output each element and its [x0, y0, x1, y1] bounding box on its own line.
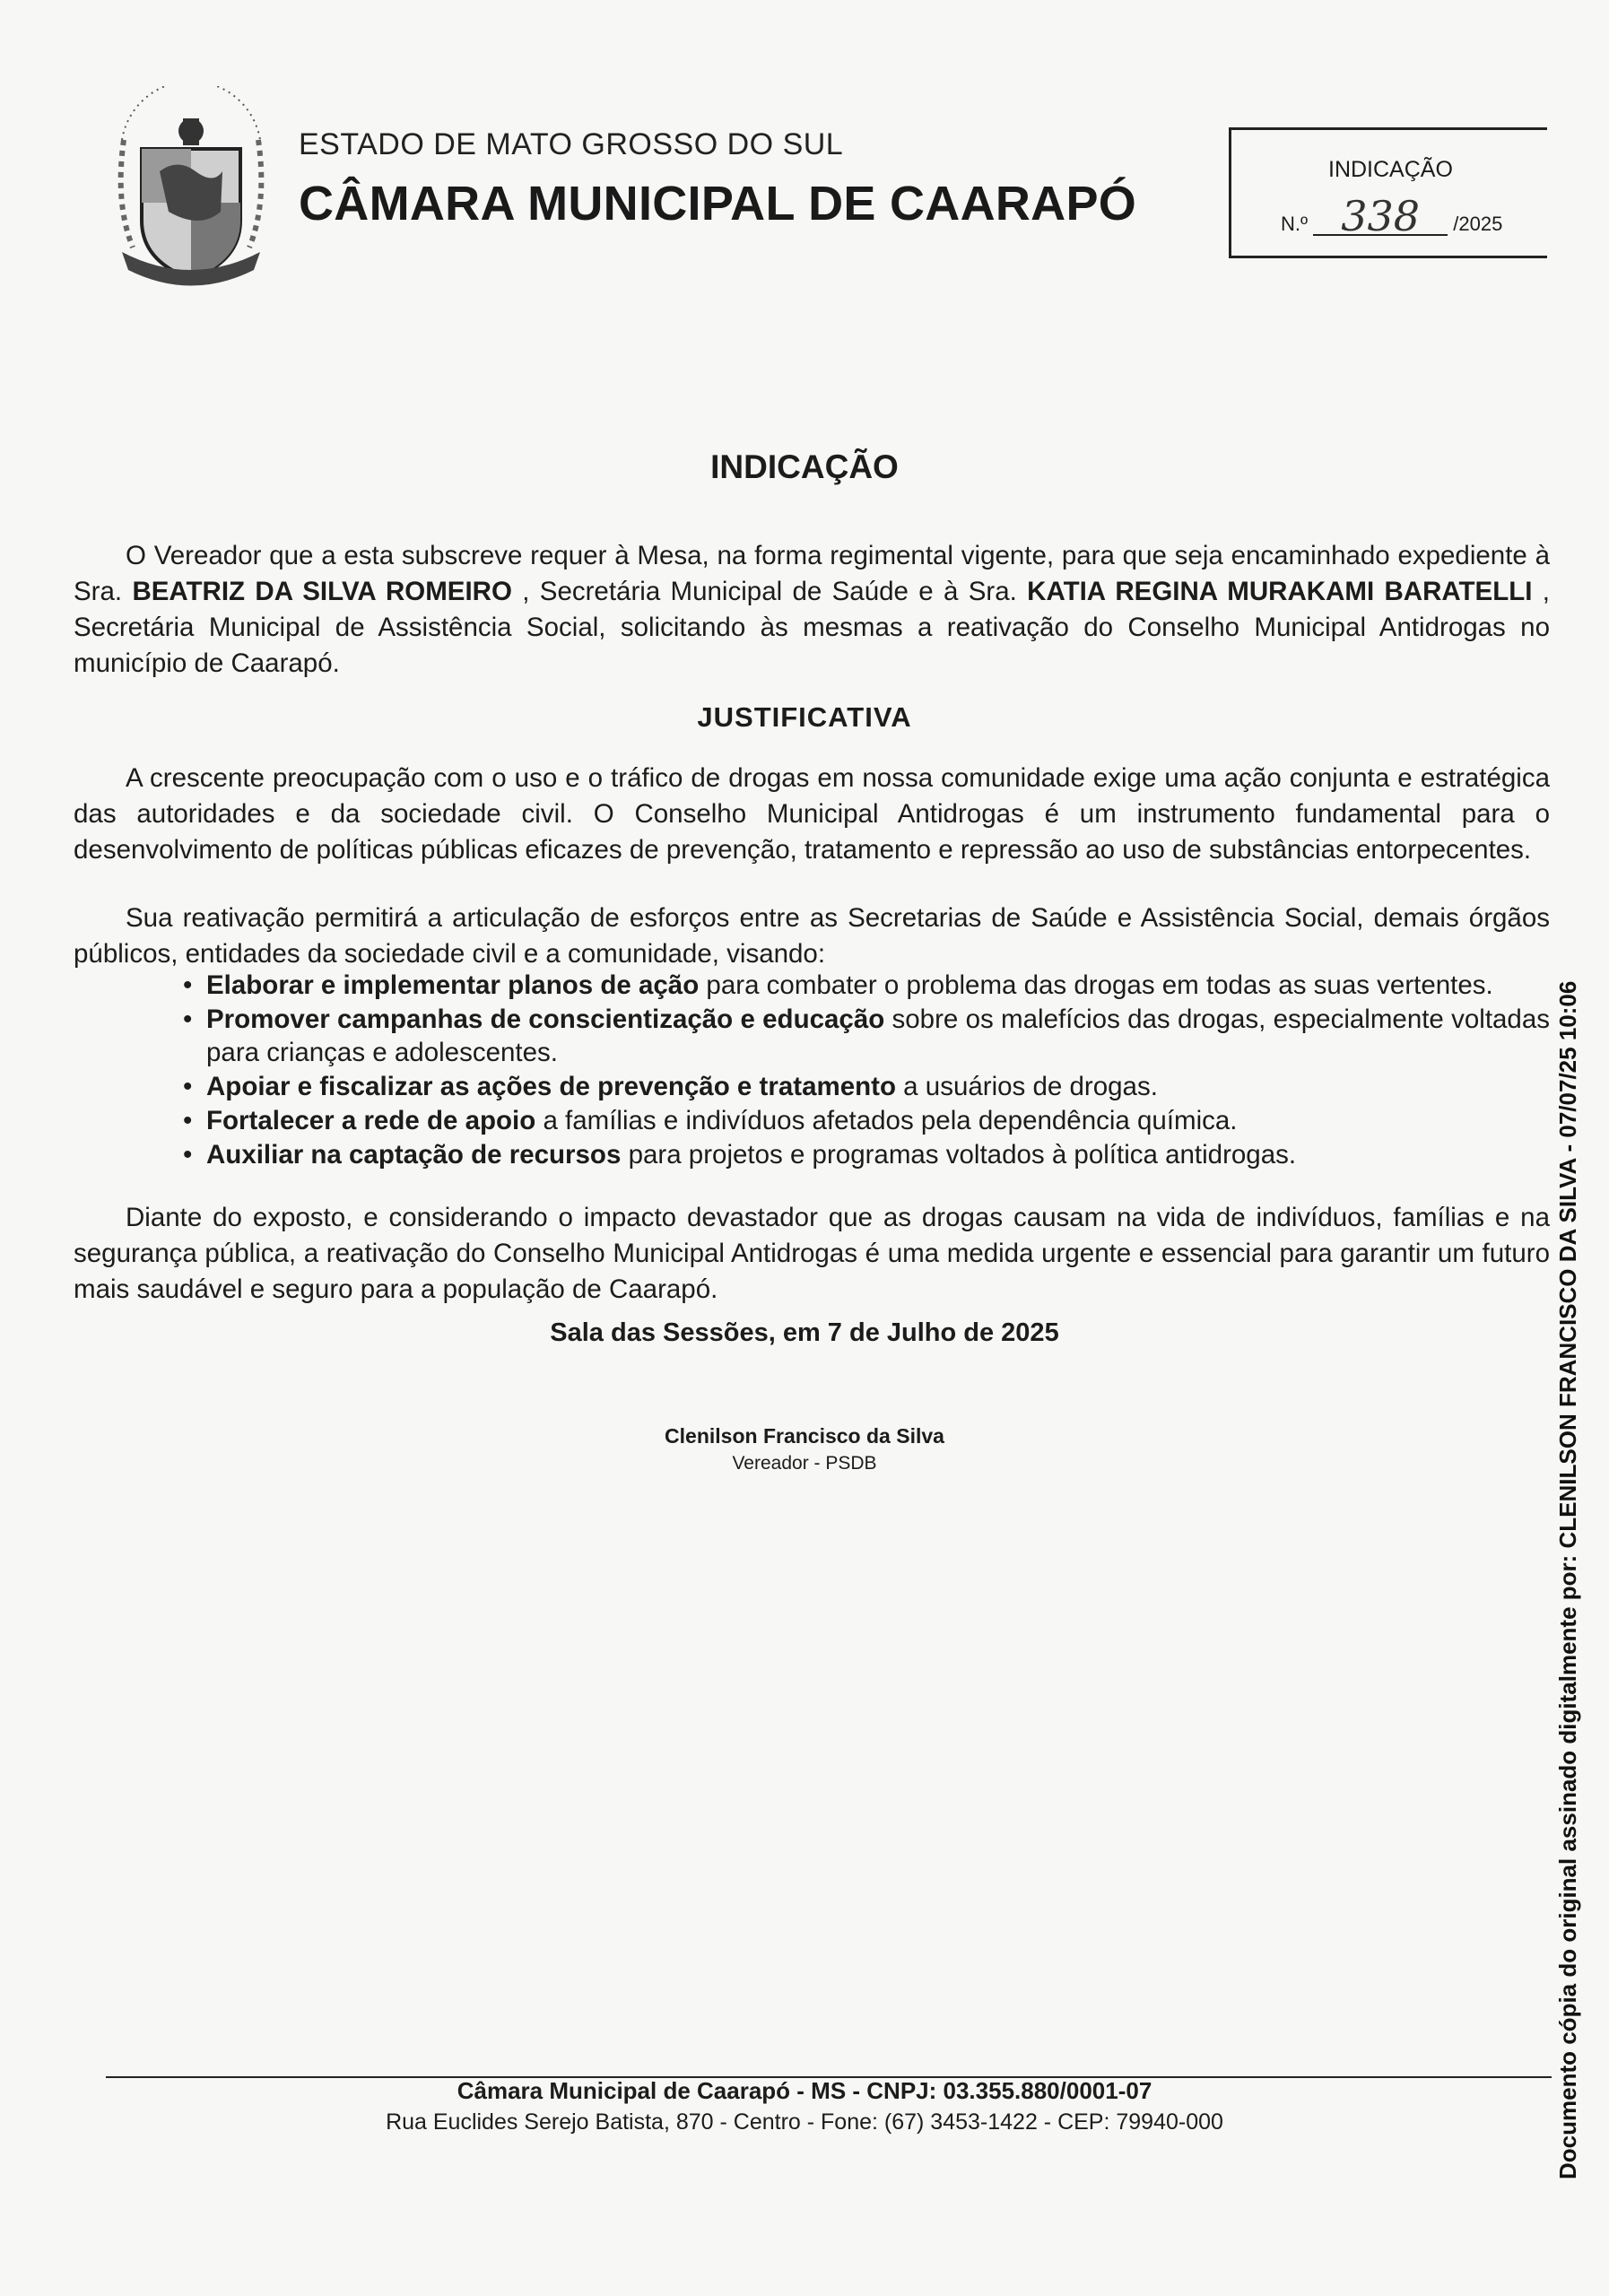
justification-paragraph-2: Sua reativação permitirá a articulação de esforços entre as Secretarias de Saúde e Assistência Social, demais órgãos públicos, entidades da sociedade civil e a comunidade, visando: — [74, 903, 1550, 969]
item-text: a usuários de drogas. — [895, 1072, 1158, 1101]
number-prefix: N.º — [1281, 213, 1309, 235]
indication-number-box — [1229, 127, 1547, 258]
intro-paragraph — [74, 538, 1550, 682]
document-title: INDICAÇÃO — [710, 448, 899, 485]
item-bold: Fortalecer a rede de apoio — [206, 1106, 536, 1135]
indication-number-line — [1281, 192, 1503, 240]
handwritten-number: 338 — [1313, 198, 1448, 236]
item-text: para projetos e programas voltados à política antidrogas. — [621, 1140, 1297, 1170]
footer-address: Rua Euclides Serejo Batista, 870 - Centro - Fone: (67) 3453-1422 - CEP: 79940-000 — [386, 2109, 1223, 2135]
list-item: • Auxiliar na captação de recursos para projetos e programas voltados à política antidrogas. — [183, 1140, 1297, 1170]
municipal-seal-logo — [106, 86, 276, 292]
item-bold: Promover campanhas de conscientização e educação — [206, 1004, 885, 1034]
item-text: a famílias e indivíduos afetados pela dependência química. — [535, 1106, 1238, 1135]
list-item: • Apoiar e fiscalizar as ações de prevenção e tratamento a usuários de drogas. — [183, 1072, 1158, 1101]
signer-name: Clenilson Francisco da Silva — [665, 1424, 944, 1448]
item-text: sobre os malefícios das drogas, especialmente voltadas para crianças e adolescentes. — [206, 1004, 1550, 1067]
intro-text-2: , Secretária Municipal de Saúde e à Sra. — [511, 577, 1028, 606]
justification-paragraph-1: A crescente preocupação com o uso e o tráfico de drogas em nossa comunidade exige uma ação conjunta e estratégica das autoridades e da sociedade civil. O Conselho Municipal Antidrogas é um instrumento fundamental para o desenvolvimento de políticas públicas eficazes de prevenção, tratamento e repressão ao uso de substâncias entorpecentes. — [74, 763, 1550, 865]
session-date: Sala das Sessões, em 7 de Julho de 2025 — [550, 1318, 1059, 1347]
objectives-list — [183, 969, 1550, 1172]
intro-text-1: O Vereador que a esta subscreve requer à Mesa, na forma regimental vigente, para que seja encaminhado expediente à Sra. — [74, 541, 1550, 606]
conclusion-paragraph: Diante do exposto, e considerando o impacto devastador que as drogas causam na vida de indivíduos, famílias e na segurança pública, a reativação do Conselho Municipal Antidrogas é uma medida urgente e essencial para garantir um futuro mais saudável e seguro para a população de Caarapó. — [74, 1203, 1550, 1304]
year-suffix: /2025 — [1453, 213, 1503, 235]
intro-text-3: , Secretária Municipal de Assistência Social, solicitando às mesmas a reativação do Conselho Municipal Antidrogas no município de Caarapó. — [74, 577, 1550, 678]
digital-signature-stamp: Documento cópia do original assinado digitalmente por: CLENILSON FRANCISCO DA SILVA - 07/07/25 10:06 — [1554, 980, 1581, 2179]
list-item: • Promover campanhas de conscientização e educação sobre os malefícios das drogas, especialmente voltadas para crianças e adolescentes. — [183, 1004, 1550, 1067]
list-item: • Fortalecer a rede de apoio a famílias e indivíduos afetados pela dependência química. — [183, 1106, 1238, 1135]
item-bold: Auxiliar na captação de recursos — [206, 1140, 622, 1170]
signer-role: Vereador - PSDB — [732, 1453, 877, 1474]
recipient-1: BEATRIZ DA SILVA ROMEIRO — [132, 577, 512, 606]
chamber-name: CÂMARA MUNICIPAL DE CAARAPÓ — [299, 177, 1137, 230]
item-text: para combater o problema das drogas em todas as suas vertentes. — [699, 970, 1493, 1000]
state-name: ESTADO DE MATO GROSSO DO SUL — [299, 127, 844, 161]
list-item: • Elaborar e implementar planos de ação para combater o problema das drogas em todas as suas vertentes. — [183, 970, 1493, 1000]
recipient-2: KATIA REGINA MURAKAMI BARATELLI — [1027, 577, 1533, 606]
footer-cnpj: Câmara Municipal de Caarapó - MS - CNPJ: 03.355.880/0001-07 — [457, 2077, 1152, 2104]
item-bold: Elaborar e implementar planos de ação — [206, 970, 700, 1000]
item-bold: Apoiar e fiscalizar as ações de prevenção e tratamento — [206, 1072, 896, 1101]
indication-box-label: INDICAÇÃO — [1328, 157, 1453, 182]
justification-title: JUSTIFICATIVA — [697, 701, 912, 733]
